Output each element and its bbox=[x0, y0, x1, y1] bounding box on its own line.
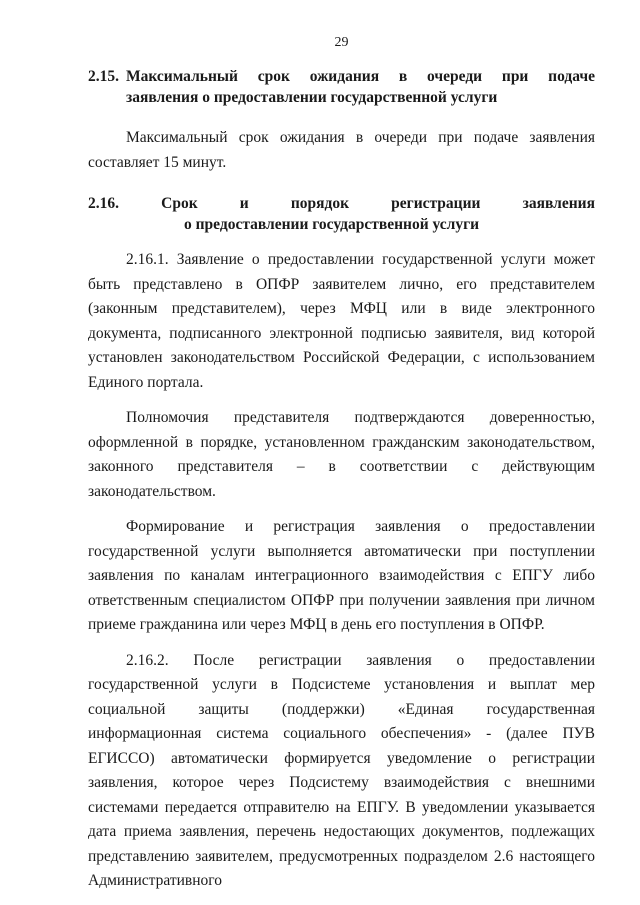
section-2-16-title-word: регистрации bbox=[391, 195, 481, 212]
section-2-16-title-word: и bbox=[239, 195, 249, 212]
section-2-15-title-text-1: Максимальный срок ожидания в очереди при подаче bbox=[126, 68, 595, 85]
section-2-15-title-line-1 bbox=[88, 66, 595, 87]
section-2-15-title-line-2: заявления о предоставлении государственной услуги bbox=[126, 89, 498, 106]
section-2-16-paragraph-1: 2.16.1. Заявление о предоставлении государственной услуги может быть представлено в ОПФР заявителем лично, его представителем (законным представителем), через МФЦ или в виде электронного документа, подписанного электронной подписью заявителя, вид которой установлен законодательством Российской Федерации, с использованием Единого портала. bbox=[88, 251, 595, 391]
section-2-16-title-word: порядок bbox=[290, 195, 350, 212]
section-2-16-number: 2.16. bbox=[88, 195, 119, 212]
section-2-16-paragraph-4: 2.16.2. После регистрации заявления о предоставлении государственной услуги в Подсистеме установления и выплат мер социальной защиты (поддержки) «Единая государственная информационная система социального обеспечения» - (далее ПУВ ЕГИССО) автоматически формируется уведомление о регистрации заявления, которое через Подсистему взаимодействия с внешними системами передается отправителю на ЕПГУ. В уведомлении указывается дата приема заявления, перечень недостающих документов, подлежащих представлению заявителем, предусмотренных подразделом 2.6 настоящего Административного bbox=[88, 651, 595, 889]
section-2-16-heading bbox=[88, 193, 595, 235]
section-2-15-heading bbox=[88, 66, 595, 108]
section-2-16-title-line-2: о предоставлении государственной услуги bbox=[184, 216, 480, 233]
section-2-16-paragraph-2: Полномочия представителя подтверждаются доверенностью, оформленной в порядке, установленном гражданским законодательством, законного представителя – в соответствии с действующим законодательством. bbox=[88, 409, 595, 500]
section-2-16-title-line-1 bbox=[88, 193, 595, 214]
section-2-16-title-word: заявления bbox=[522, 195, 595, 212]
section-2-16-paragraph-3: Формирование и регистрация заявления о предоставлении государственной услуги выполняется автоматически при поступлении заявления по каналам интеграционного взаимодействия с ЕПГУ либо ответственным специалистом ОПФР при получении заявления при личном приеме гражданина или через МФЦ в день его поступления в ОПФР. bbox=[88, 518, 595, 633]
section-2-16-title-word: Срок bbox=[161, 195, 198, 212]
section-2-15-number: 2.15. bbox=[88, 68, 119, 85]
section-2-15-paragraph: Максимальный срок ожидания в очереди при подаче заявления составляет 15 минут. bbox=[88, 129, 595, 171]
page-number: 29 bbox=[334, 35, 349, 50]
